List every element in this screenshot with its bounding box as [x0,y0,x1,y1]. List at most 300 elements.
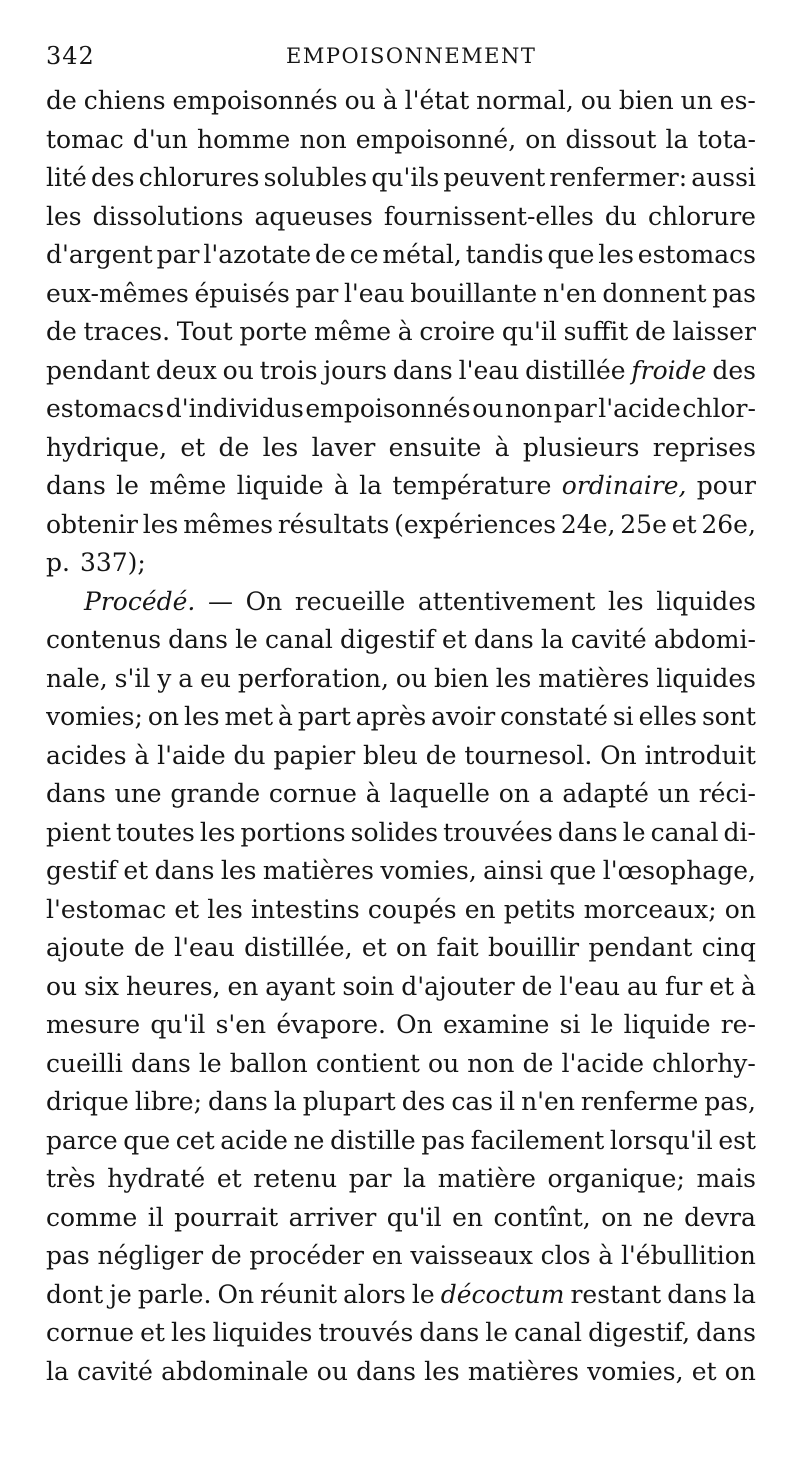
word: de [521,971,553,1001]
word: qu'il [386,1202,442,1232]
word: drique [46,1087,129,1116]
word: cet [175,1125,215,1155]
word: à [134,740,150,770]
word: tournesol. [464,740,593,770]
word: digestif, [588,1318,691,1347]
word: et [361,933,387,962]
word: le [485,1318,509,1347]
word: dans [696,1318,756,1347]
text-line [46,814,756,853]
word: portions [240,817,346,847]
word: dans [473,625,534,654]
word: matières [467,1356,579,1386]
word: par [553,394,597,423]
word: matière [437,1164,536,1193]
text-line [46,313,756,352]
word: et [180,432,206,462]
text-line [46,737,756,776]
word: dans [208,1087,268,1116]
word: l'eau [559,971,621,1001]
word: chlorures [138,163,260,192]
word: organique; [547,1164,685,1193]
word: deux [155,355,217,385]
text-line [46,429,756,468]
word: le [622,817,646,847]
word: et [140,1318,165,1347]
word: ou [222,355,254,385]
word: de [218,432,250,462]
word: six [84,971,120,1001]
word: ajoute [46,933,125,962]
word: liquides [212,1318,313,1347]
word: dans [46,779,106,808]
word: à [365,779,381,808]
word: négliger [97,1241,204,1270]
word: les [607,586,644,616]
text-line [46,1006,756,1045]
word: ballon [229,1048,308,1078]
word: de [46,317,77,346]
word: ensuite [388,432,482,462]
word: mais [696,1164,756,1193]
word: liquides [656,586,756,616]
word: canal [650,817,719,847]
word: 337); [79,548,146,577]
word: du [604,201,637,231]
word: renfermer: [549,163,688,192]
word: dans [419,1318,480,1347]
word: procéder [249,1241,364,1270]
word: abdominale [161,1356,309,1386]
word: la [665,124,689,154]
word: résultats [277,509,390,539]
running-title: EMPOISONNEMENT [286,44,537,68]
word: cornue [46,1318,135,1347]
word: des [401,1087,446,1116]
word: acides [46,740,127,770]
word: n'en [521,1087,575,1116]
word: eu [200,663,232,693]
word: on [724,1356,756,1386]
word: très [46,1164,96,1193]
word: trois [259,355,318,385]
word: à [333,471,349,500]
text-line [46,121,756,160]
word: dissolutions [92,201,244,231]
word: re- [720,1010,756,1039]
word: une [114,779,162,808]
word: (expériences [394,509,557,539]
word: parce [46,1125,118,1155]
word: et [216,1164,242,1193]
text-line [46,544,756,583]
word: di- [723,817,756,847]
word: de [210,1241,242,1270]
word: je [109,1279,132,1309]
word: hydrique, [46,432,168,462]
word: dans [667,1279,728,1309]
word: recueille [294,586,406,616]
word: arriver [288,1202,377,1232]
word: par [295,278,339,308]
word: distillée [525,355,626,385]
word: par [348,1164,392,1193]
word: pourrait [174,1202,279,1232]
word: le [198,1048,222,1078]
word: perforation, [237,663,389,693]
word: ou [46,971,78,1001]
text-line [46,621,756,660]
word: es- [719,86,756,115]
word: empoisonnés [172,86,338,115]
word: ne [293,1125,325,1155]
word: la [273,1087,297,1116]
word: à [598,1241,614,1270]
text-line [46,159,756,198]
word: adapté [562,779,649,808]
word: on [724,894,756,924]
word: met [224,702,274,731]
word: vomies; [46,702,143,731]
word: fournissent-elles [383,201,594,231]
text-line [46,1353,756,1392]
word: parle. [137,1279,212,1309]
word: dans [557,817,618,847]
word: 24e, [560,509,616,539]
word: nale, [46,663,108,693]
page-number: 342 [46,42,95,70]
word: ou [344,86,376,115]
text-line [46,1199,756,1238]
word: tandis [465,240,544,269]
word: aussi [691,163,756,192]
text-line [46,352,756,391]
word: hydraté [107,1164,206,1193]
word: obtenir [46,509,138,539]
word: si [612,702,634,731]
word: ou [316,1356,348,1386]
word: tomac [46,124,124,154]
word: chlorure [648,201,756,231]
word: contient [315,1048,420,1078]
word: en [464,894,496,924]
word: les [495,663,532,693]
text-line [46,390,756,429]
word: à [494,432,510,462]
word: grande [170,779,261,808]
word: évapore. [276,1010,386,1039]
word: dans [356,1356,416,1386]
word: le [235,625,258,654]
word: les [598,240,634,269]
word: part [297,702,351,731]
word: plusieurs [522,432,640,462]
word: On [245,586,283,616]
word: les [142,509,179,539]
word: introduit [644,740,756,770]
word: laquelle [389,779,490,808]
word: solubles [263,163,368,192]
word: retenu [253,1164,338,1193]
text-line [46,698,756,737]
word: canal [264,625,333,654]
word: on [147,702,180,731]
word: la [359,471,382,500]
word: cornue [268,779,357,808]
word: l'acide [561,1048,645,1078]
word: l'azotate [203,240,312,269]
word: distillée, [244,933,353,962]
word: il [499,1087,516,1116]
word: température [392,471,552,500]
text-line [46,1083,756,1122]
word: petits [503,894,576,924]
text-line [46,1045,756,1084]
word: à [382,86,398,115]
text-line [46,236,756,275]
word: l'eau [174,933,235,962]
word: chiens [83,86,166,115]
word: bouillir [488,933,580,962]
word: dont [46,1279,104,1309]
word: que [547,240,595,269]
word: On [217,1279,255,1309]
word: renferme [580,1087,699,1116]
word: épuisés [194,278,290,308]
word: d'ajouter [401,971,515,1001]
word: le [590,1010,614,1039]
word: liquide [623,1010,711,1039]
word: devra [684,1202,756,1232]
word: suffit [563,317,629,346]
word: pendant [46,355,150,385]
word: l'ébullition [620,1241,756,1270]
word: les [183,702,220,731]
word: pas [421,1125,466,1155]
word: elles [638,702,698,731]
word: ainsi [483,856,543,885]
word: intestins [251,894,360,924]
text-line [46,1122,756,1161]
word: examine [442,1010,550,1039]
word: que [123,1125,171,1155]
word: facilement [470,1125,605,1155]
word: acide [220,1125,288,1155]
italic-word: ordinaire, [561,471,687,500]
word: à [278,702,293,731]
text-line [46,467,756,506]
word: l'état [404,86,470,115]
word: distille [330,1125,416,1155]
text-line [46,198,756,237]
word: laver [311,432,376,462]
word: un [657,779,690,808]
word: l'eau [343,278,405,308]
word: pient [46,817,111,847]
word: et [671,509,697,539]
word: qu'il [150,1010,206,1039]
word: et [691,1356,717,1386]
word: dans [392,355,453,385]
word: à [741,971,756,1001]
word: pas [46,1241,90,1270]
text-line [46,775,756,814]
word: vaisseaux [410,1241,533,1270]
word: trouvés [318,1318,414,1347]
word: clos [540,1241,591,1270]
word: 25e [620,509,667,539]
word: si [559,1010,581,1039]
italic-word: froide [631,355,707,385]
word: d'individus [165,394,304,423]
word: les [46,201,82,231]
word: la [46,1356,69,1386]
word: même [314,317,392,346]
text-line [46,1314,756,1353]
word: l'œsophage, [602,856,756,885]
word: pendant [588,933,693,962]
word: bien [433,663,489,693]
word: alors [343,1279,406,1309]
word: de [46,86,77,115]
word: de [133,933,165,962]
word: donnent [602,278,707,308]
word: dans [168,625,228,654]
text-line [46,929,756,968]
page-header [46,36,746,76]
text-line [46,1237,756,1276]
word: vomies, [587,1356,684,1386]
word: avoir [431,702,496,731]
word: dissout [565,124,657,154]
word: au [627,971,659,1001]
word: pas, [704,1087,756,1116]
word: contenus [46,625,162,654]
word: après [355,702,427,731]
word: mêmes [183,509,274,539]
word: cinq [701,933,756,962]
word: non [467,1048,515,1078]
word: de [635,317,666,346]
word: n'en [542,278,597,308]
word: que [549,856,597,885]
word: réci- [698,779,756,808]
word: les [170,1318,207,1347]
word: par [156,240,200,269]
word: de [522,1048,554,1078]
word: d'un [132,124,188,154]
word: et [174,894,200,924]
word: chlor- [682,394,756,423]
word: 26e, [701,509,756,539]
word: liquides [656,663,756,693]
word: non [504,394,553,423]
word: bleu [363,740,418,770]
word: ayant [265,971,336,1001]
word: réunit [260,1279,338,1309]
word: abdomi- [653,625,756,654]
word: l'estomac [46,894,167,924]
word: mesure [46,1010,141,1039]
text-line [46,1160,756,1199]
word: pas [712,278,756,308]
word: restant [570,1279,662,1309]
word: reprises [652,432,756,462]
word: qu'il [501,317,557,346]
word: morceaux; [583,894,717,924]
word: laisser [672,317,756,346]
text-line [46,968,756,1007]
word: ou [580,86,612,115]
word: matières [538,663,650,693]
word: l'aide [157,740,226,770]
word: et [709,971,735,1001]
word: — [207,586,233,616]
word: des [90,163,135,192]
body-text [46,82,756,1391]
word: ou [428,1048,460,1078]
word: il [147,1202,164,1232]
word: papier [273,740,356,770]
word: dans [130,1048,191,1078]
word: les [262,432,299,462]
word: ou [472,394,504,423]
word: cavité [77,1356,153,1386]
word: en [371,1241,403,1270]
word: dans [46,471,106,500]
word: plupart [302,1087,396,1116]
italic-word: décoctum [440,1279,565,1309]
word: on [396,933,428,962]
word: libre; [134,1087,203,1116]
word: liquide [236,471,324,500]
word: canal [514,1318,583,1347]
word: s'en [215,1010,267,1039]
word: peuvent [443,163,546,192]
word: coupés [367,894,457,924]
word: la [733,1279,756,1309]
word: trouvées [443,817,553,847]
word: à [397,317,413,346]
word: empoisonnés [305,394,471,423]
word: ne [642,1202,674,1232]
word: chlorhy- [652,1048,756,1078]
word: lorsqu'il [609,1125,713,1155]
word: ce [349,240,379,269]
word: constaté [500,702,608,731]
word: lité [46,163,87,192]
word: comme [46,1202,138,1232]
word: même [149,471,227,500]
word: l'acide [598,394,681,423]
text-line [46,660,756,699]
word: le [116,471,139,500]
word: On [600,740,637,770]
word: on [525,124,557,154]
word: non [299,124,347,154]
word: Tout [176,317,233,346]
word: croire [419,317,496,346]
word: traces. [83,317,171,346]
text-line [46,82,756,121]
text-line [46,506,756,545]
word: la [403,1164,427,1193]
word: tota- [697,124,756,154]
word: la [540,625,564,654]
word: toutes [115,817,195,847]
word: les [207,894,243,924]
text-line [46,891,756,930]
